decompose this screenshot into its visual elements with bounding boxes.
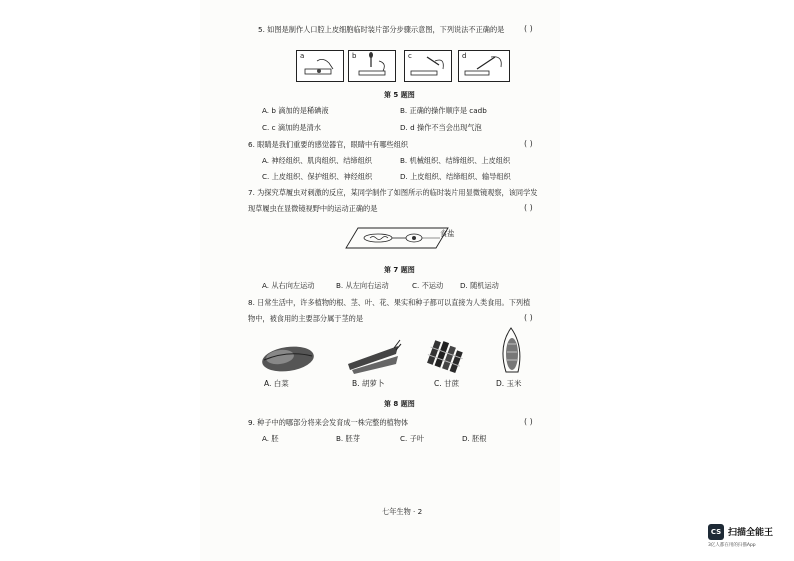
- q5-option-c: C. c 滴加的是清水: [262, 123, 321, 132]
- q6-stem: 6. 眼睛是我们重要的感觉器官，眼睛中有哪些组织: [248, 140, 409, 149]
- q7-slide-figure: [344, 224, 454, 254]
- q6-option-b: B. 机械组织、结缔组织、上皮组织: [400, 156, 511, 165]
- slide-icon: [297, 51, 343, 81]
- q6-option-d: D. 上皮组织、结缔组织、输导组织: [400, 172, 511, 181]
- dropper-icon: [405, 51, 451, 81]
- q8-stem-line1: 8. 日常生活中，许多植物的根、茎、叶、花、果实和种子都可以直接为人类食用。下列植: [248, 298, 531, 307]
- q5-panel-c: [404, 50, 452, 82]
- q5-option-a: A. b 滴加的是稀碘液: [262, 106, 329, 115]
- q5-option-b: B. 正确的操作顺序是 cadb: [400, 106, 487, 115]
- corn-icon: [496, 326, 526, 376]
- q5-answer-bracket: ( ): [524, 24, 533, 33]
- tweezers-icon: [459, 51, 509, 81]
- q9-answer-bracket: ( ): [524, 417, 533, 426]
- panel-label: a: [300, 52, 305, 60]
- q8-answer-bracket: ( ): [524, 313, 533, 322]
- panel-label: d: [462, 52, 467, 60]
- q9-option-c: C. 子叶: [400, 434, 424, 443]
- q5-caption: 第 5 题图: [384, 91, 415, 99]
- q9-option-a: A. 胚: [262, 434, 279, 443]
- dropper-icon: [349, 51, 395, 81]
- q6-option-a: A. 神经组织、肌肉组织、结缔组织: [262, 156, 372, 165]
- q9-option-b: B. 胚芽: [336, 434, 360, 443]
- sugarcane-icon: [424, 340, 474, 376]
- q5-stem: 5. 如图是制作人口腔上皮细胞临时装片部分步骤示意图，下列说法不正确的是: [258, 25, 505, 34]
- panel-label: c: [408, 52, 412, 60]
- page-footer: 七年生物 · 2: [382, 507, 423, 516]
- q8-item-d-label: D. 玉米: [496, 379, 522, 388]
- q5-option-d: D. d 操作不当会出现气泡: [400, 123, 482, 132]
- q6-option-c: C. 上皮组织、保护组织、神经组织: [262, 172, 373, 181]
- q7-option-c: C. 不运动: [412, 281, 444, 290]
- carrot-icon: [344, 336, 402, 376]
- q7-figure-label: 食盐: [440, 229, 455, 238]
- panel-label: b: [352, 52, 357, 60]
- cabbage-icon: [258, 342, 318, 376]
- q5-panel-a: [296, 50, 344, 82]
- q7-option-b: B. 从左向右运动: [336, 281, 389, 290]
- q9-option-d: D. 胚根: [462, 434, 487, 443]
- q7-option-a: A. 从右向左运动: [262, 281, 315, 290]
- q5-panel-b: [348, 50, 396, 82]
- q8-item-c-label: C. 甘蔗: [434, 379, 460, 388]
- q7-stem-line2: 现草履虫在显微镜视野中的运动正确的是: [248, 204, 378, 213]
- q8-item-b-label: B. 胡萝卜: [352, 379, 385, 388]
- q6-answer-bracket: ( ): [524, 139, 533, 148]
- q8-stem-line2: 物中，被食用的主要部分属于茎的是: [248, 314, 364, 323]
- cs-logo-icon: CS: [708, 524, 724, 540]
- watermark-tagline: 3亿人都在用的扫描App: [708, 543, 756, 548]
- q7-answer-bracket: ( ): [524, 203, 533, 212]
- q5-panel-d: [458, 50, 510, 82]
- q7-stem-line1: 7. 为探究草履虫对刺激的反应，某同学制作了如图所示的临时装片用显微镜观察，该同学发: [248, 188, 538, 197]
- q8-caption: 第 8 题图: [384, 400, 415, 408]
- watermark-name: 扫描全能王: [728, 528, 774, 538]
- q7-caption: 第 7 题图: [384, 266, 415, 274]
- q9-stem: 9. 种子中的哪部分将来会发育成一株完整的植物体: [248, 418, 409, 427]
- q7-option-d: D. 随机运动: [460, 281, 499, 290]
- q8-item-a-label: A. 白菜: [264, 379, 289, 388]
